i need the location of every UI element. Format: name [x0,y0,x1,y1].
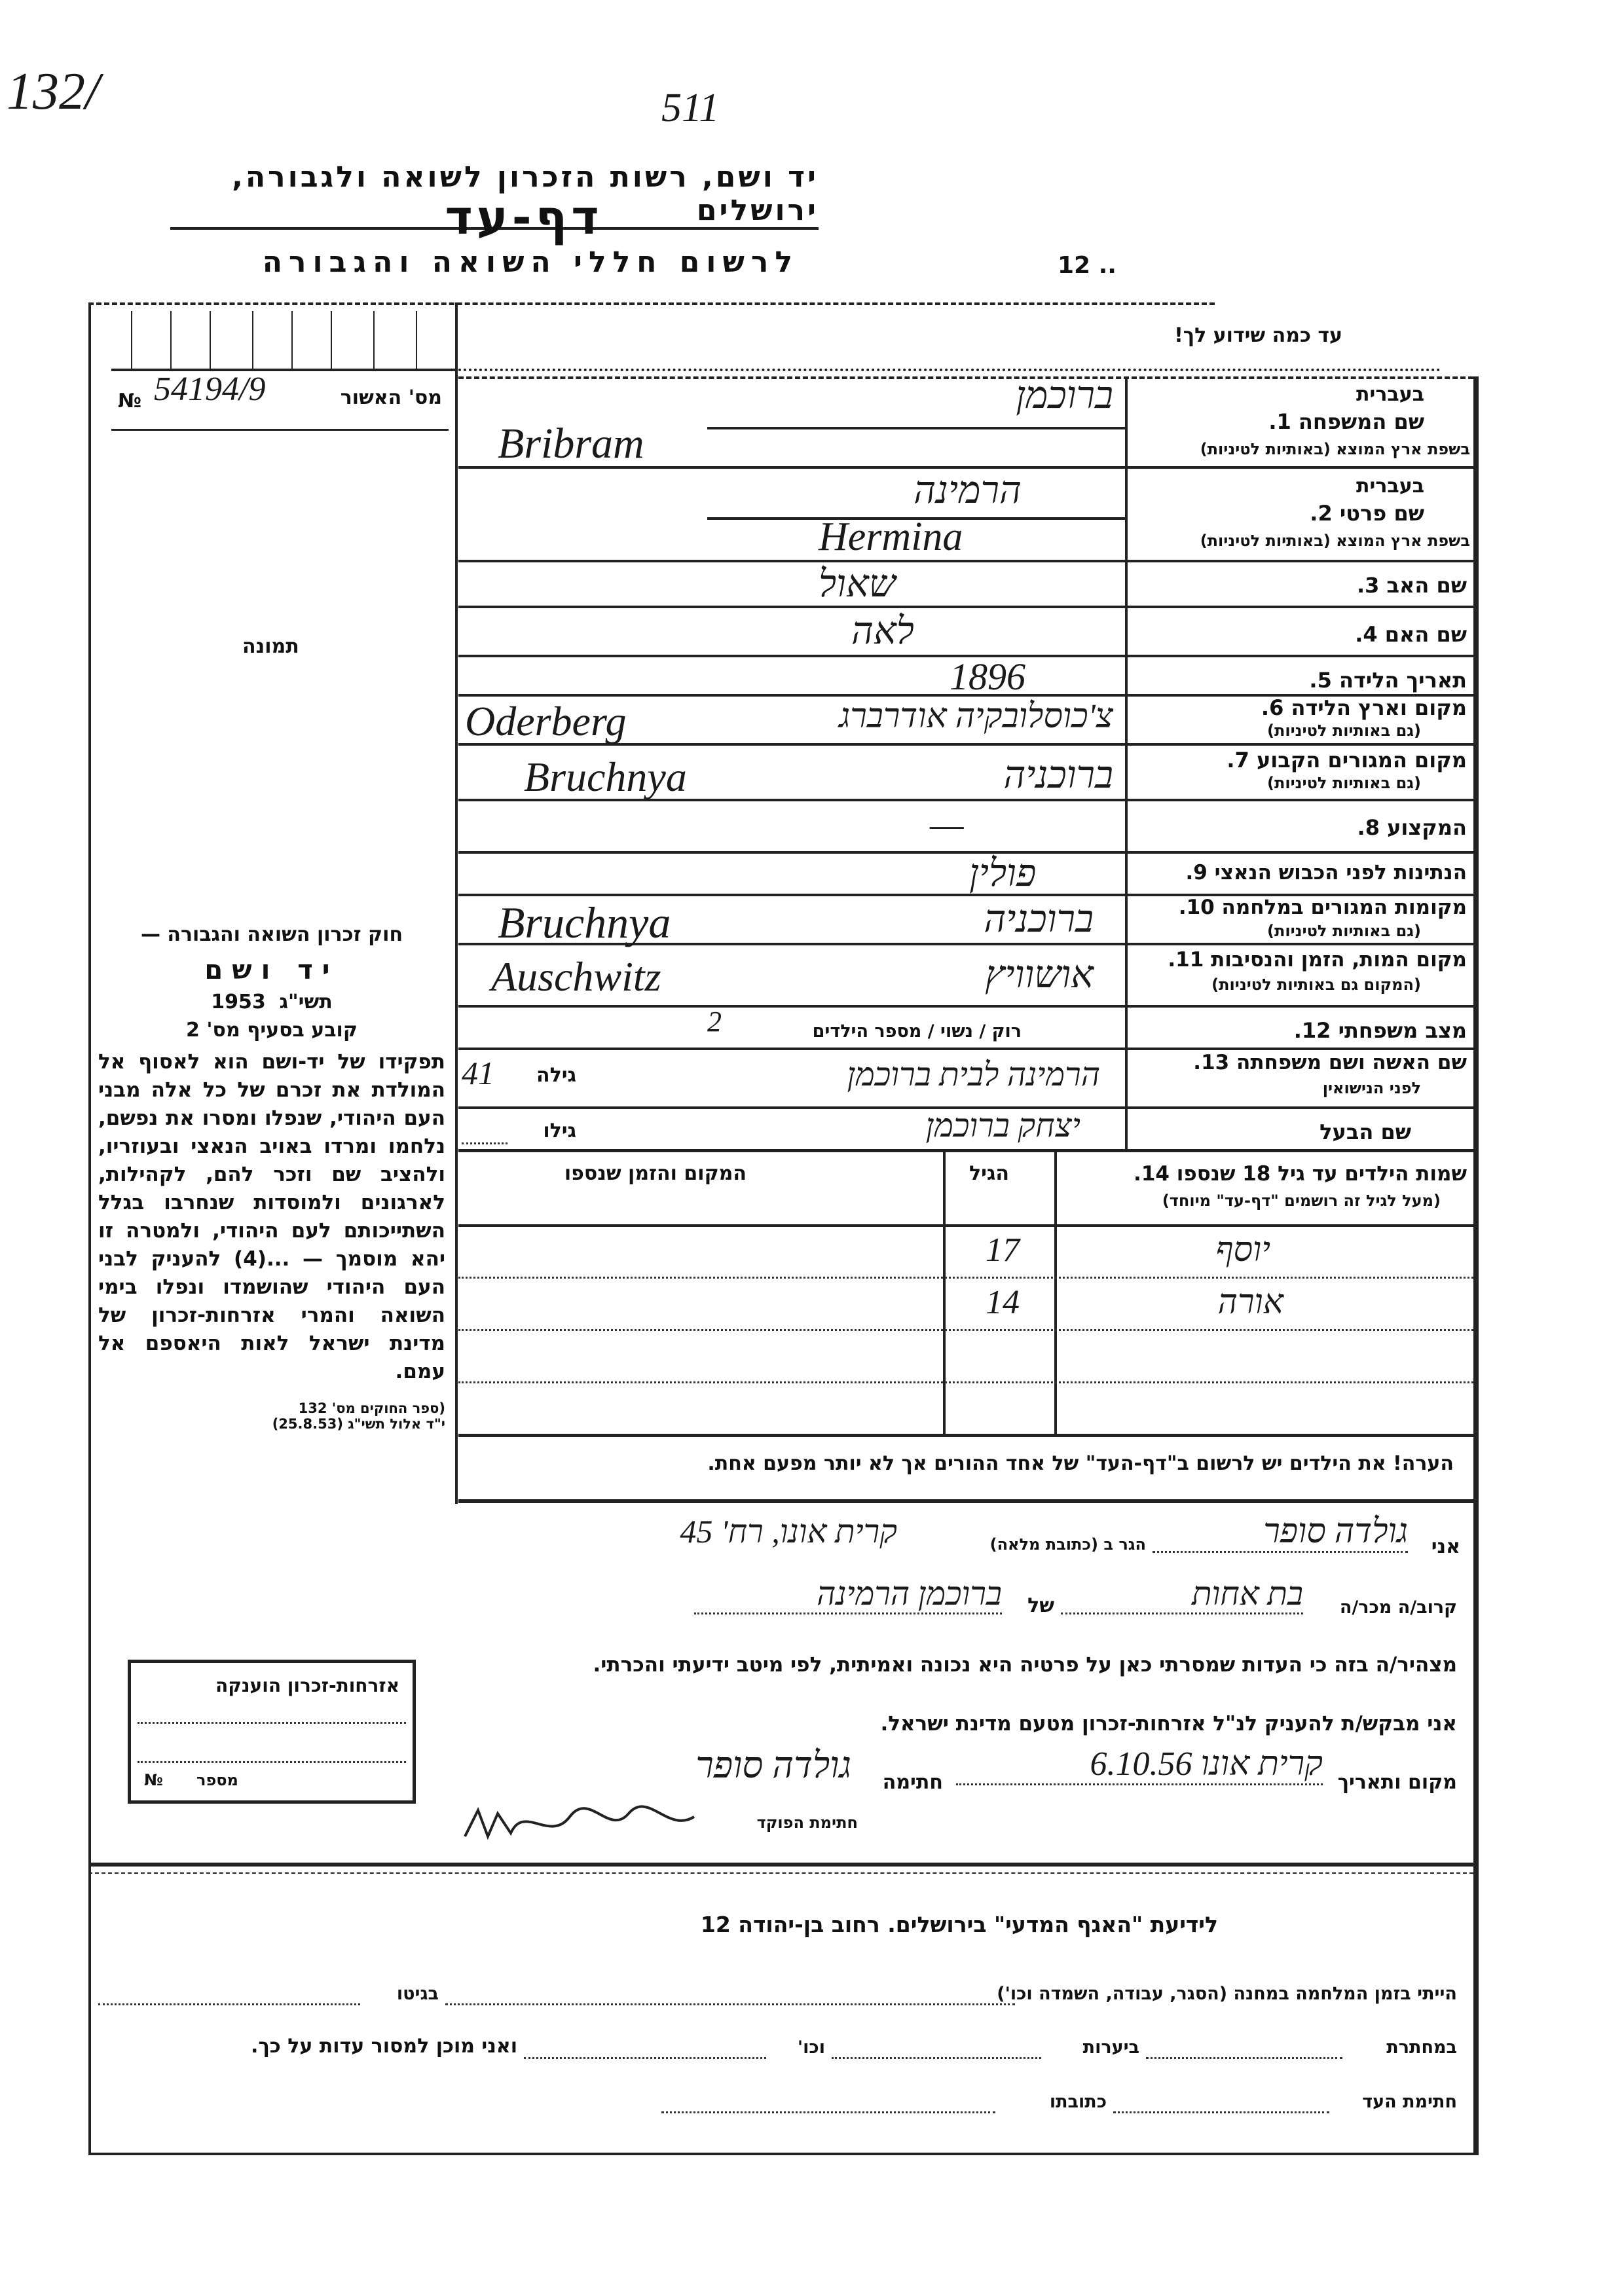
child-2-name[interactable]: אורה [1217,1284,1283,1321]
marital-status-label: מצב משפחתי 12. [1293,1018,1467,1043]
law-year [98,991,445,1013]
family-name-hebrew-sub: בעברית [1356,383,1424,406]
first-name-foreign-value[interactable]: Hermina [819,515,963,559]
form-title: דף-עד [445,190,603,245]
institution-header: יד ושם, רשות הזכרון לשואה ולגבורה, ירושלים [170,160,819,230]
approval-no-sign: № [118,390,142,412]
husband-name-label: שם הבעל [1320,1120,1411,1144]
occupation-label: המקצוע 8. [1357,815,1467,840]
approval-label: מס' האשור [340,386,442,409]
margin-note: 132/ [7,63,100,120]
officer-signature[interactable] [458,1804,720,1843]
wife-name-sub: לפני הנישואין [1322,1079,1421,1097]
law-title: חוק זכרון השואה והגבורה — [140,923,403,946]
camp-label: הייתי בזמן המלחמה במחנה (הסגר, עבודה, השמדה וכו') [997,1984,1457,2004]
father-name-value[interactable]: שאול [819,562,896,605]
address-value[interactable]: קרית אונו, רח' 45 [680,1513,897,1550]
first-name-hebrew-value[interactable]: הרמינה [913,469,1022,511]
place-date-value[interactable]: קרית אונו 6.10.56 [956,1745,1323,1785]
declarant-i-label: אני [1431,1535,1460,1558]
citizenship-box-number-label: מספר [196,1771,238,1789]
photo-label: תמונה [242,635,299,658]
family-name-label: שם המשפחה 1. [1268,409,1424,434]
underground-label: במחתרת [1386,2037,1457,2058]
law-name: יד ושם [204,955,339,985]
law-year-number: 1953 [211,991,266,1013]
marital-status-options[interactable]: רוק / נשוי / מספר הילדים [812,1021,1022,1042]
occupation-value[interactable]: — [930,803,964,845]
first-name-foreign-sub: בשפת ארץ המוצא (באותיות לטיניות) [1200,532,1470,550]
law-text: תפקידו של יד-ושם הוא לאסוף אל המולדת את זכרם של כל אלה מבני העם היהודי, שנפלו ומסרו את נפשם, נלחמו ומרדו באויב הנאצי ובעוזריו, ולהציב שם וזכר להם, לקהילות, לארגונים ולמוסדות שנחרבו בגלל השתייכותם לעם היהודי, ולמטרה זו יהא מוסמך — ...(4) להעניק לבני העם היהודי שהושמדו ונפלו בימי השואה והמרי אזרחות-זכרון של מדינת ישראל לאות היאספם אל עמם. [98,1050,445,1383]
child-1-name[interactable]: יוסף [1215,1231,1270,1269]
law-excerpt [98,923,445,1432]
wife-name-value[interactable]: הרמינה לבית ברוכמן [847,1056,1100,1093]
child-2-age[interactable]: 14 [986,1284,1020,1321]
place-date-label: מקום ותאריך [1337,1771,1457,1794]
law-source-1: (ספר החוקים מס' 132 [298,1400,445,1416]
ghetto-label: בגיטו [396,1984,439,2004]
officer-signature-label: חתימת הפוקד [756,1813,858,1832]
citizenship-box [128,1660,416,1804]
relation-value[interactable]: בת אחות [1061,1575,1303,1614]
birth-place-label: מקום וארץ הלידה 6. [1261,695,1467,720]
nationality-label: הנתינות לפני הכבוש הנאצי 9. [1185,861,1467,884]
signature-label: חתימה [882,1771,943,1794]
wife-name-label: שם האשה ושם משפחתה 13. [1193,1051,1467,1074]
residence-hebrew-value[interactable]: ברוכניה [1003,754,1113,796]
citizenship-request: אני מבקש/ת להעניק לנ"ל אזרחות-זכרון מטעם מדינת ישראל. [880,1712,1457,1736]
form-subtitle: לרשום חללי השואה והגבורה [262,246,799,279]
declarant-name[interactable]: גולדה סופר [1153,1512,1408,1553]
death-place-hebrew-value[interactable]: אושוויץ [985,953,1094,996]
wartime-residence-label: מקומות המגורים במלחמה 10. [1178,896,1467,919]
residence-label: מקום המגורים הקבוע 7. [1227,748,1467,773]
children-age-header: הגיל [969,1162,1009,1185]
scientific-dept-heading: לידיעת "האגף המדעי" בירושלים. רחוב בן-יהודה 12 [700,1912,1218,1937]
address-label: הגר ב (כתובת מלאה) [989,1535,1146,1554]
of-value[interactable]: ברוכמן הרמינה [694,1575,1002,1614]
first-name-label: שם פרטי 2. [1310,501,1424,526]
citizenship-box-no-sign: № [144,1771,163,1789]
residence-foreign-value[interactable]: Bruchnya [524,754,687,800]
children-header: שמות הילדים עד גיל 18 שנספו 14. [1134,1162,1467,1186]
law-source-2: י"ד אלול תשי"ג (25.8.53) [272,1416,445,1432]
law-year-hebrew: תשי"ג [279,991,333,1013]
declaration-statement: מצהיר/ה בזה כי העדות שמסרתי כאן על פרטיה היא נכונה ואמיתית, לפי מיטב ידיעתי והכרתי. [593,1653,1457,1677]
mother-name-value[interactable]: לאה [851,610,914,652]
wife-age-label: גילה [536,1064,576,1087]
wartime-residence-hebrew-value[interactable]: ברוכניה [984,898,1094,940]
residence-sub: (גם באותיות לטיניות) [1267,774,1421,792]
father-name-label: שם האב 3. [1356,573,1467,598]
husband-name-value[interactable]: יצחק ברוכמן [925,1107,1080,1144]
witness-address-label: כתובתו [1049,2092,1107,2112]
birth-place-foreign-value[interactable]: Oderberg [465,698,627,744]
citizenship-box-title: אזרחות-זכרון הוענקה [215,1675,399,1696]
witness-signature-label: חתימת העד [1362,2092,1457,2112]
children-count-value[interactable]: 2 [707,1006,722,1038]
relation-label: קרוב/ה מכר/ה [1339,1597,1457,1618]
instruction-text: עד כמה שידוע לך! [1174,324,1342,347]
wife-age-value[interactable]: 41 [462,1055,494,1091]
family-name-foreign-value[interactable]: Bribram [498,420,644,467]
approval-number[interactable]: 54194/9 [154,371,266,408]
testimony-offer: ואני מוכן למסור עדות על כך. [251,2035,517,2058]
death-place-sub: (המקום גם באותיות לטיניות) [1211,975,1421,994]
signature-value[interactable]: גולדה סופר [695,1745,851,1786]
nationality-value[interactable]: פולין [969,852,1037,894]
birth-date-label: תאריך הלידה 5. [1309,668,1467,693]
wartime-residence-sub: (גם באותיות לטיניות) [1267,922,1421,940]
family-name-hebrew-value[interactable]: ברוכמן [1016,374,1113,416]
of-label: של [1027,1594,1054,1617]
family-name-foreign-sub: בשפת ארץ המוצא (באותיות לטיניות) [1200,440,1470,458]
top-handwritten-number: 511 [661,86,720,130]
birth-place-hebrew-value[interactable]: צ'כוסלובקיה אודרברג [839,698,1113,735]
mother-name-label: שם האם 4. [1355,622,1467,647]
etc-label: וכו' [797,2037,825,2058]
note-text: הערה! את הילדים יש לרשום ב"דף-העד" של אחד ההורים אך לא יותר מפעם אחת. [707,1452,1454,1475]
death-place-label: מקום המות, הזמן והנסיבות 11. [1168,948,1467,972]
husband-age-label: גילו [543,1120,576,1142]
birth-date-value[interactable]: 1896 [950,655,1025,698]
law-clause: קובע בסעיף מס' 2 [186,1019,358,1042]
child-1-age[interactable]: 17 [986,1231,1020,1269]
birth-place-sub: (גם באותיות לטיניות) [1267,721,1421,740]
children-sub: (מעל לגיל זה רושמים "דף-עד" מיוחד) [1162,1192,1441,1210]
form-code: 12 .. [1058,252,1116,279]
children-place-header: המקום והזמן שנספו [564,1162,747,1185]
death-place-foreign-value[interactable]: Auschwitz [491,953,661,1000]
forests-label: ביערות [1082,2037,1139,2058]
wartime-residence-foreign-value[interactable]: Bruchnya [498,898,671,947]
first-name-hebrew-sub: בעברית [1356,475,1424,498]
